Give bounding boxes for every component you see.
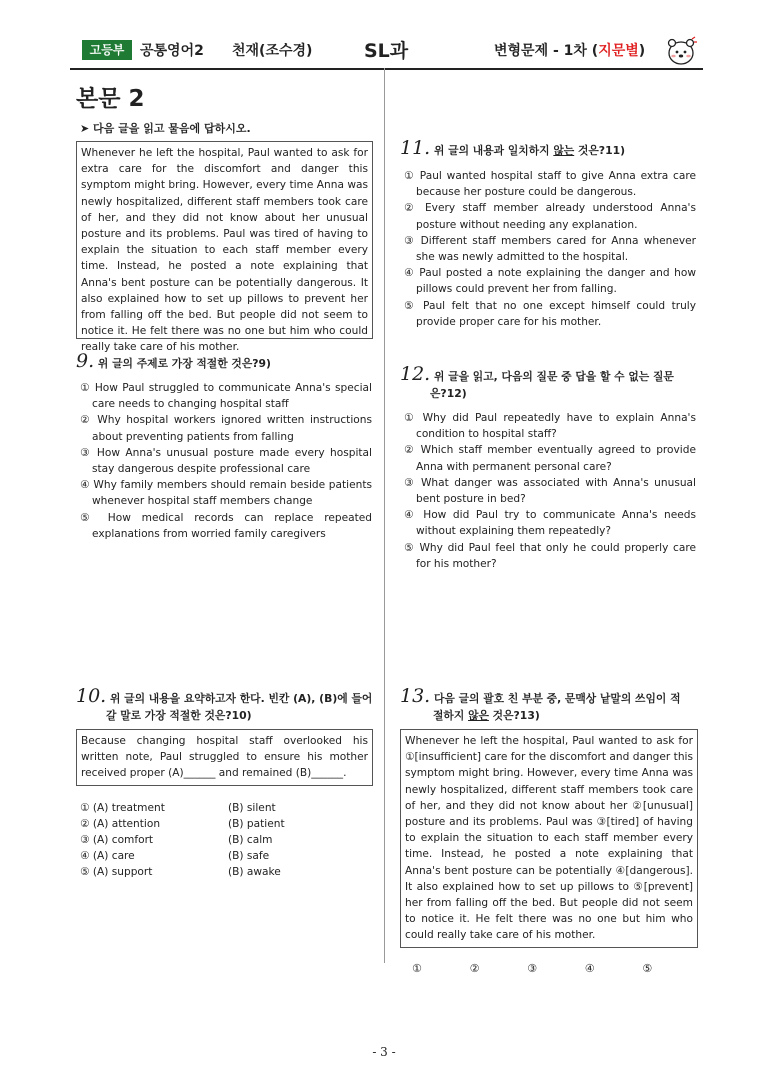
question-11: 11. 위 글의 내용과 일치하지 않는 것은?11) ① Paul wanted hospital staff to give Anna extra care because her posture could be dangerous. ② Every staff member already understood Anna's posture without needing any explanation. ③ Different staff members cared for Anna whenever she was newly admitted to the hospital. ④ Paul posted a note explaining the danger and how pillows could prevent her from falling. ⑤ Paul felt that no one except himself could truly provide proper care for his mother. [400, 140, 696, 330]
section-title: 본문 2 [76, 86, 145, 112]
instruction: ➤ 다음 글을 읽고 물음에 답하시오. [80, 122, 251, 135]
lesson-label: SL과 [364, 40, 409, 62]
page-number: - 3 - [372, 1045, 396, 1059]
option[interactable]: ⑤ Why did Paul feel that only he could properly care for his mother? [404, 541, 696, 570]
reading-passage: Whenever he left the hospital, Paul wanted to ask for extra care for the discomfort and danger this symptom might bring. However, every time Anna was newly hospitalized, different staff members took care of her, and they did not know about her unusual posture and its problems. Paul was tired of having to explain the situation to each staff member every time. Instead, he posted a note explaining that Anna's bent posture can be potentially dangerous. It also explained how to set up pillows to prevent her from falling off the bed. But people did not seem to notice it. He felt there was no one but him who could really take care of his mother. [76, 141, 373, 339]
question-number: 11. [400, 137, 431, 159]
question-title-cont: 은?12) [430, 387, 467, 400]
option[interactable]: ④ Paul posted a note explaining the danger and how pillows could prevent her from falling. [404, 267, 696, 296]
option[interactable]: ① Why did Paul repeatedly have to explain Anna's condition to hospital staff? [404, 412, 696, 441]
option[interactable]: ④ How did Paul try to communicate Anna's needs without explaining them repeatedly? [404, 509, 696, 538]
option-a[interactable]: ④ (A) care [80, 850, 135, 863]
option[interactable]: ⑤ Paul felt that no one except himself could truly provide proper care for his mother. [404, 299, 696, 328]
question-title-cont: 갈 말로 가장 적절한 것은?10) [106, 709, 252, 722]
question-number: 10. [76, 685, 107, 707]
publisher-label: 천재(조수경) [232, 43, 313, 59]
option-b: (B) silent [228, 801, 276, 814]
option[interactable]: ② Which staff member eventually agreed to provide Anna with permanent personal care? [404, 444, 696, 473]
subject-label: 공통영어2 [140, 43, 204, 59]
option-list [76, 380, 372, 542]
option[interactable]: ③ Different staff members cared for Anna whenever she was newly admitted to the hospital. [404, 234, 696, 264]
question-number: 13. [400, 685, 431, 707]
answer-choice[interactable]: ① [412, 961, 422, 975]
answer-choice[interactable]: ④ [584, 961, 595, 975]
test-label-highlight: 지문별 [598, 43, 639, 59]
answer-choice[interactable]: ⑤ [642, 961, 653, 975]
question-title-cont: 절하지 않은 것은?13) [433, 709, 540, 722]
option[interactable]: ① How Paul struggled to communicate Anna's special care needs to changing hospital staff [80, 382, 372, 411]
answer-choice[interactable]: ② [469, 961, 480, 975]
option-a[interactable]: ⑤ (A) support [80, 866, 153, 879]
option[interactable]: ③ What danger was associated with Anna's unusual bent posture in bed? [404, 476, 696, 506]
option-b: (B) patient [228, 817, 285, 830]
answer-choices [400, 962, 700, 975]
level-badge: 고등부 [82, 40, 132, 60]
option[interactable]: ⑤ How medical records can replace repeated explanations from worried family caregivers [80, 511, 372, 540]
question-title: 위 글의 내용을 요약하고자 한다. 빈칸 (A), (B)에 들어 [109, 692, 373, 705]
summary-box: Because changing hospital staff overlooked his written note, Paul struggled to ensure his mother received proper (A)______ and remained (B)______. [76, 729, 373, 786]
question-10 [76, 685, 376, 881]
question-title: 위 글의 주제로 가장 적절한 것은?9) [97, 357, 271, 370]
page-header [82, 36, 702, 66]
underlined-word: 않은 [468, 709, 489, 722]
option[interactable]: ① Paul wanted hospital staff to give Anna extra care because her posture could be dangerous. [404, 170, 696, 199]
column-divider [384, 68, 385, 963]
question-9 [76, 350, 372, 542]
option[interactable]: ④ Why family members should remain beside patients whenever hospital staff members change [80, 479, 372, 508]
option[interactable]: ② Every staff member already understood Anna's posture without needing any explanation. [404, 202, 696, 231]
header-divider [70, 68, 703, 70]
question-title: 다음 글의 괄호 친 부분 중, 문맥상 낱말의 쓰임이 적 [433, 692, 681, 705]
option-list [400, 410, 696, 572]
test-label: 변형문제 - 1차 (지문별) [494, 43, 646, 59]
question-13 [400, 685, 700, 975]
option[interactable]: ② Why hospital workers ignored written instructions about preventing patients from falling [80, 414, 372, 443]
option-a[interactable]: ③ (A) comfort [80, 834, 154, 847]
option-list [76, 800, 376, 881]
option-a[interactable]: ① (A) treatment [80, 801, 165, 814]
option[interactable]: ③ How Anna's unusual posture made every hospital stay dangerous despite professional care [80, 446, 372, 476]
mascot-logo-icon [664, 36, 698, 66]
question-number: 12. [400, 363, 431, 385]
option-b: (B) calm [228, 834, 273, 847]
answer-choice[interactable]: ③ [527, 961, 538, 975]
question-12 [400, 363, 696, 572]
option-list [400, 168, 696, 330]
question-title: 위 글을 읽고, 다음의 질문 중 답을 할 수 없는 질문 [433, 370, 674, 383]
option-b: (B) safe [228, 850, 270, 863]
question-number: 9. [76, 350, 95, 372]
bracket-passage: Whenever he left the hospital, Paul wanted to ask for ①[insufficient] care for the discomfort and danger this symptom might bring. However, every time Anna was newly hospitalized, different staff members took care of her, and they did not know about her ②[unusual] posture and its problems. Paul was ③[tired] of having to explain the situation to each staff member every time. Instead, he posted a note explaining that Anna's bent posture can be potentially ④[dangerous]. It also explained how to set up pillows to ⑤[prevent] her from falling off the bed. But people did not seem to notice it. He felt there was no one but him who could really take care of his mother. [400, 729, 698, 948]
option-a[interactable]: ② (A) attention [80, 817, 161, 830]
option-b: (B) awake [228, 866, 281, 879]
underlined-word: 않는 [553, 144, 575, 157]
